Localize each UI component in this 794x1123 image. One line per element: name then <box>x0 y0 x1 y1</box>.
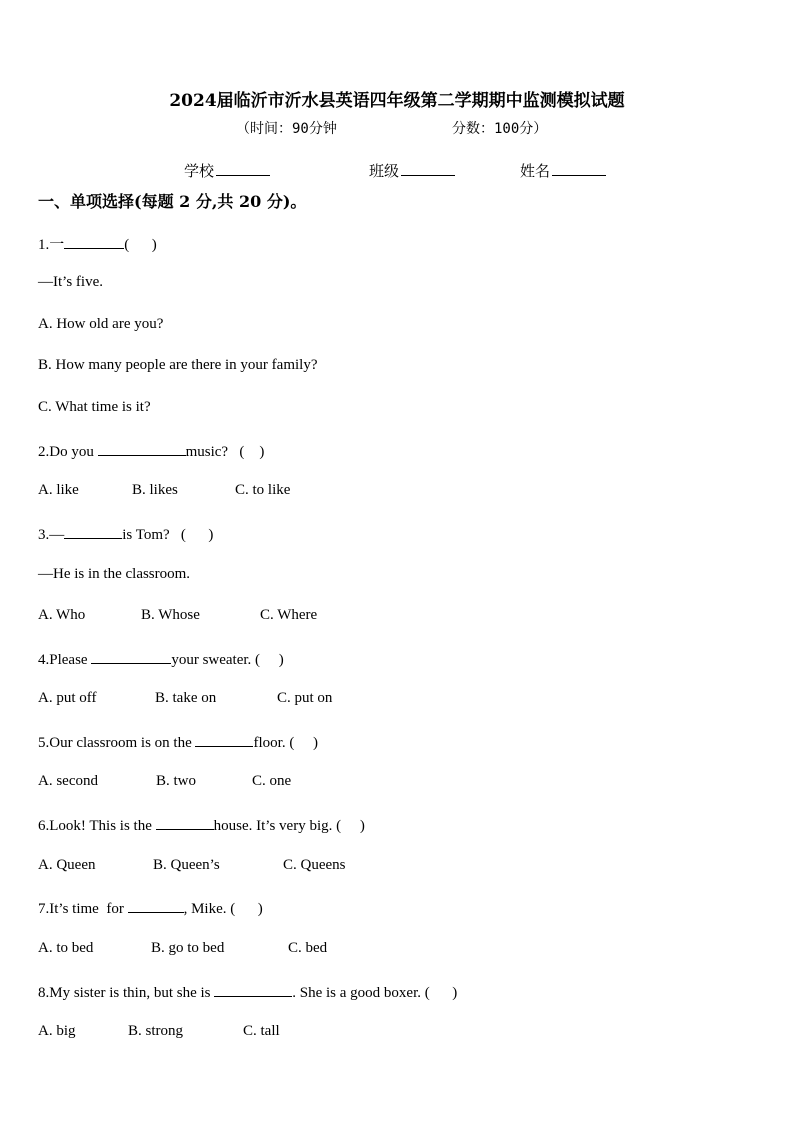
question-6-option-b[interactable]: B. Queen’s <box>153 857 220 873</box>
question-1-suffix: ( ) <box>124 237 157 253</box>
question-2-suffix: music? ( ) <box>185 444 265 460</box>
question-8-option-c[interactable]: C. tall <box>243 1023 280 1039</box>
question-2-blank[interactable] <box>98 441 186 456</box>
question-3 <box>38 524 213 544</box>
question-6-option-a[interactable]: A. Queen <box>38 857 96 873</box>
question-8-prefix: 8.My sister is thin, but she is <box>38 985 215 1001</box>
question-4 <box>38 649 284 669</box>
question-1-blank[interactable] <box>64 234 124 249</box>
question-4-suffix: your sweater. ( ) <box>171 652 284 668</box>
question-1-option-c[interactable]: C. What time is it? <box>38 399 151 415</box>
name-field <box>520 160 606 181</box>
question-2-option-a[interactable]: A. like <box>38 482 79 498</box>
question-8-option-b[interactable]: B. strong <box>128 1023 184 1039</box>
question-5-option-b[interactable]: B. two <box>156 773 197 789</box>
question-5-option-c[interactable]: C. one <box>252 773 292 789</box>
question-7-option-b[interactable]: B. go to bed <box>151 940 225 956</box>
question-6-blank[interactable] <box>156 815 214 830</box>
question-5-prefix: 5.Our classroom is on the <box>38 735 196 751</box>
exam-score-info: 分数：100分） <box>452 121 548 137</box>
name-label: 姓名 <box>520 162 551 180</box>
class-field <box>369 160 455 181</box>
question-3-options <box>38 607 317 624</box>
question-2-prefix: 2.Do you <box>38 444 98 460</box>
class-blank[interactable] <box>401 161 455 176</box>
question-4-option-a[interactable]: A. put off <box>38 690 97 706</box>
question-3-option-a[interactable]: A. Who <box>38 607 86 623</box>
question-2-option-c[interactable]: C. to like <box>235 482 291 498</box>
question-5-suffix: floor. ( ) <box>253 735 319 751</box>
question-3-blank[interactable] <box>64 524 122 539</box>
question-8-option-a[interactable]: A. big <box>38 1023 76 1039</box>
school-label: 学校 <box>184 162 215 180</box>
school-field <box>184 160 270 181</box>
question-1-option-a[interactable]: A. How old are you? <box>38 316 164 332</box>
question-7-blank[interactable] <box>128 898 184 913</box>
question-3-suffix: is Tom? ( ) <box>122 527 214 543</box>
question-7-option-c[interactable]: C. bed <box>288 940 328 956</box>
question-8-blank[interactable] <box>214 982 292 997</box>
question-1 <box>38 233 157 254</box>
question-2-options <box>38 482 290 499</box>
question-7-suffix: , Mike. ( ) <box>183 901 263 917</box>
question-6 <box>38 815 365 835</box>
question-7-options <box>38 940 327 957</box>
question-5-option-a[interactable]: A. second <box>38 773 98 789</box>
question-3-dialogue: —He is in the classroom. <box>38 566 191 582</box>
question-4-prefix: 4.Please <box>38 652 92 668</box>
exam-title: 2024届临沂市沂水县英语四年级第二学期期中监测模拟试题 <box>169 91 625 111</box>
question-1-option-b[interactable]: B. How many people are there in your family? <box>38 357 318 373</box>
exam-time-info: （时间：90分钟 <box>236 121 337 137</box>
question-2-option-b[interactable]: B. likes <box>132 482 178 498</box>
question-2 <box>38 441 264 461</box>
question-5-blank[interactable] <box>195 732 253 747</box>
question-4-blank[interactable] <box>91 649 171 664</box>
question-4-option-c[interactable]: C. put on <box>277 690 333 706</box>
question-1-dialogue: —It’s five. <box>38 274 103 290</box>
school-blank[interactable] <box>216 161 270 176</box>
question-6-option-c[interactable]: C. Queens <box>283 857 346 873</box>
section-heading: 一、单项选择(每题 2 分,共 20 分)。 <box>38 192 307 211</box>
question-3-prefix: 3.— <box>38 527 65 543</box>
question-6-options <box>38 857 346 874</box>
question-7 <box>38 898 263 918</box>
question-8-suffix: . She is a good boxer. ( ) <box>292 985 458 1001</box>
question-4-options <box>38 690 332 707</box>
question-3-option-b[interactable]: B. Whose <box>141 607 200 623</box>
class-label: 班级 <box>369 162 400 180</box>
question-3-option-c[interactable]: C. Where <box>260 607 318 623</box>
question-5 <box>38 732 318 752</box>
question-8-options <box>38 1023 280 1040</box>
question-5-options <box>38 773 291 790</box>
name-blank[interactable] <box>552 161 606 176</box>
question-7-option-a[interactable]: A. to bed <box>38 940 94 956</box>
question-7-prefix: 7.It’s time for <box>38 901 128 917</box>
question-8 <box>38 982 457 1002</box>
question-1-prefix: 1.一 <box>38 237 65 253</box>
question-6-suffix: house. It’s very big. ( ) <box>213 818 365 834</box>
question-6-prefix: 6.Look! This is the <box>38 818 156 834</box>
question-4-option-b[interactable]: B. take on <box>155 690 217 706</box>
